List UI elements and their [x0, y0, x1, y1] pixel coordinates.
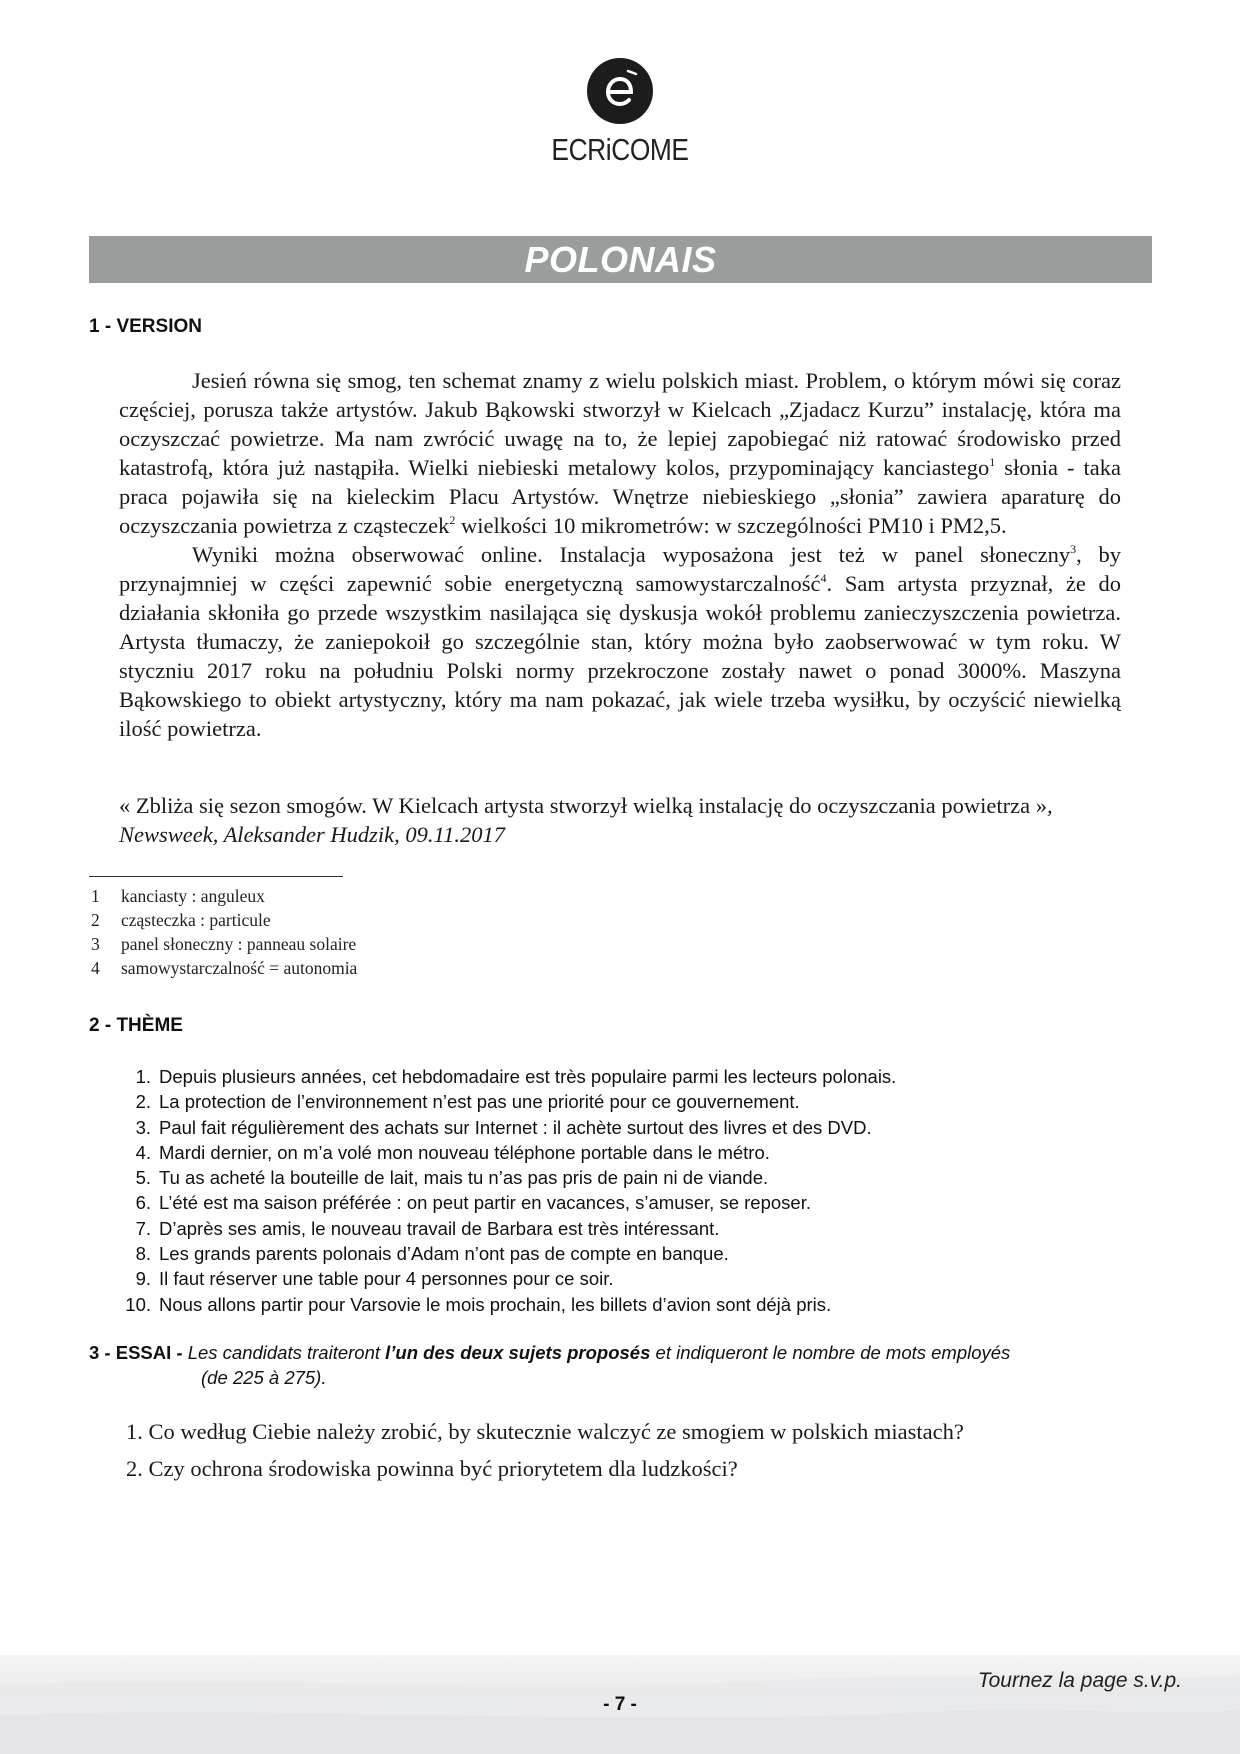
- ecricome-logo: [0, 58, 1240, 168]
- theme-item: 9. Il faut réserver une table pour 4 personnes pour ce soir.: [135, 1268, 614, 1290]
- essai-topic: 1. Co według Ciebie należy zrobić, by skutecznie walczyć ze smogiem w polskich miastach?: [126, 1419, 964, 1444]
- footnote-ref-3: 3: [1070, 542, 1077, 556]
- theme-item: 3. Paul fait régulièrement des achats sur Internet : il achète surtout des livres et des DVD.: [135, 1116, 872, 1138]
- footnote-ref-2: 2: [449, 513, 456, 527]
- version-heading: 1 - VERSION: [89, 316, 202, 337]
- subject-title-bar: [89, 236, 1152, 283]
- footnotes: [91, 884, 357, 980]
- article-source: [119, 791, 1121, 849]
- footnote-item: 1 kanciasty : anguleux: [91, 886, 265, 906]
- source-title: « Zbliża się sezon smogów. W Kielcach artysta stworzył wielką instalację do oczyszczania powietrza »: [119, 793, 1047, 818]
- logo-text: ECRiCOME: [551, 132, 689, 167]
- theme-list: [119, 1064, 896, 1317]
- essai-topic: 2. Czy ochrona środowiska powinna być priorytetem dla ludzkości?: [126, 1456, 738, 1481]
- theme-item: 4. Mardi dernier, on m’a volé mon nouveau téléphone portable dans le métro.: [135, 1141, 770, 1163]
- essai-heading: [89, 1340, 1159, 1390]
- subject-title: POLONAIS: [524, 239, 717, 280]
- version-paragraph-1: Jesień równa się smog, ten schemat znamy z wielu polskich miast. Problem, o którym mówi się coraz częściej, porusza także artystów. Jakub Bąkowski stworzył w Kielcach „Zjadacz Kurzu” instalację, która ma oczyszczać powietrze. Ma nam zwrócić uwagę na to, że lepiej zapobiegać niż ratować środowisko przed katastrofą, która już nastąpiła. Wielki niebieski metalowy kolos, przypominający kanciastego$^1$ słonia - taka praca pojawiła się na kieleckim Placu Artystów. Wnętrze niebieskiego „słonia” zawiera aparaturę do oczyszczania powietrza z cząsteczek$^2$ wielkości 10 mikrometrów: w szczególności PM10 i PM2,5.: [119, 368, 1121, 538]
- theme-item: 8. Les grands parents polonais d’Adam n’ont pas de compte en banque.: [135, 1243, 729, 1265]
- theme-heading: 2 - THÈME: [89, 1015, 183, 1036]
- theme-item: 1. Depuis plusieurs années, cet hebdomadaire est très populaire parmi les lecteurs polonais.: [135, 1066, 897, 1087]
- theme-item: 6. L’été est ma saison préférée : on peut partir en vacances, s’amuser, se reposer.: [135, 1192, 811, 1214]
- logo-e-icon: [587, 58, 653, 124]
- source-reference: , Newsweek, Aleksander Hudzik, 09.11.2017: [119, 793, 1053, 847]
- theme-item: 2. La protection de l’environnement n’est pas une priorité pour ce gouvernement.: [135, 1091, 800, 1113]
- theme-item: 7. D’après ses amis, le nouveau travail de Barbara est très intéressant.: [135, 1217, 720, 1239]
- essai-title: 3 - ESSAI -: [89, 1342, 183, 1363]
- footnote-item: 2 cząsteczka : particule: [91, 910, 271, 930]
- page-number: - 7 -: [603, 1694, 637, 1715]
- essai-topics: [126, 1413, 964, 1487]
- theme-item: 5. Tu as acheté la bouteille de lait, mais tu n’as pas pris de pain ni de viande.: [135, 1167, 769, 1189]
- footnote-item: 4 samowystarczalność = autonomia: [91, 958, 358, 978]
- footnote-item: 3 panel słoneczny : panneau solaire: [91, 934, 357, 954]
- version-paragraph-2: Wyniki można obserwować online. Instalacja wyposażona jest też w panel słoneczny$^3$, by przynajmniej w części zapewnić sobie energetyczną samowystarczalność$^4$. Sam artysta przyznał, że do działania skłoniła go przede wszystkim nasilająca się dyskusja wokół problemu zanieczyszczenia powietrza. Artysta tłumaczy, że zaniepokoił go szczególnie stan, który można było zaobserwować w tym roku. W styczniu 2017 roku na południu Polski normy przekroczone zostały nawet o ponad 3000%. Maszyna Bąkowskiego to obiekt artystyczny, który ma nam pokazać, jak wiele trzeba wysiłku, by oczyścić niewielką ilość powietrza.: [119, 542, 1122, 741]
- essai-instruction: Les candidats traiteront l’un des deux sujets proposés et indiqueront le nombre de mots employés: [187, 1342, 1011, 1363]
- footnote-ref-1: 1: [989, 455, 996, 469]
- essai-word-count: (de 225 à 275).: [201, 1367, 327, 1388]
- footnote-divider: [89, 876, 343, 877]
- version-text: [119, 366, 1121, 743]
- footnote-ref-4: 4: [820, 571, 827, 585]
- turn-page-note: Tournez la page s.v.p.: [977, 1669, 1182, 1692]
- theme-item: 10. Nous allons partir pour Varsovie le mois prochain, les billets d’avion sont déjà pris.: [125, 1293, 832, 1315]
